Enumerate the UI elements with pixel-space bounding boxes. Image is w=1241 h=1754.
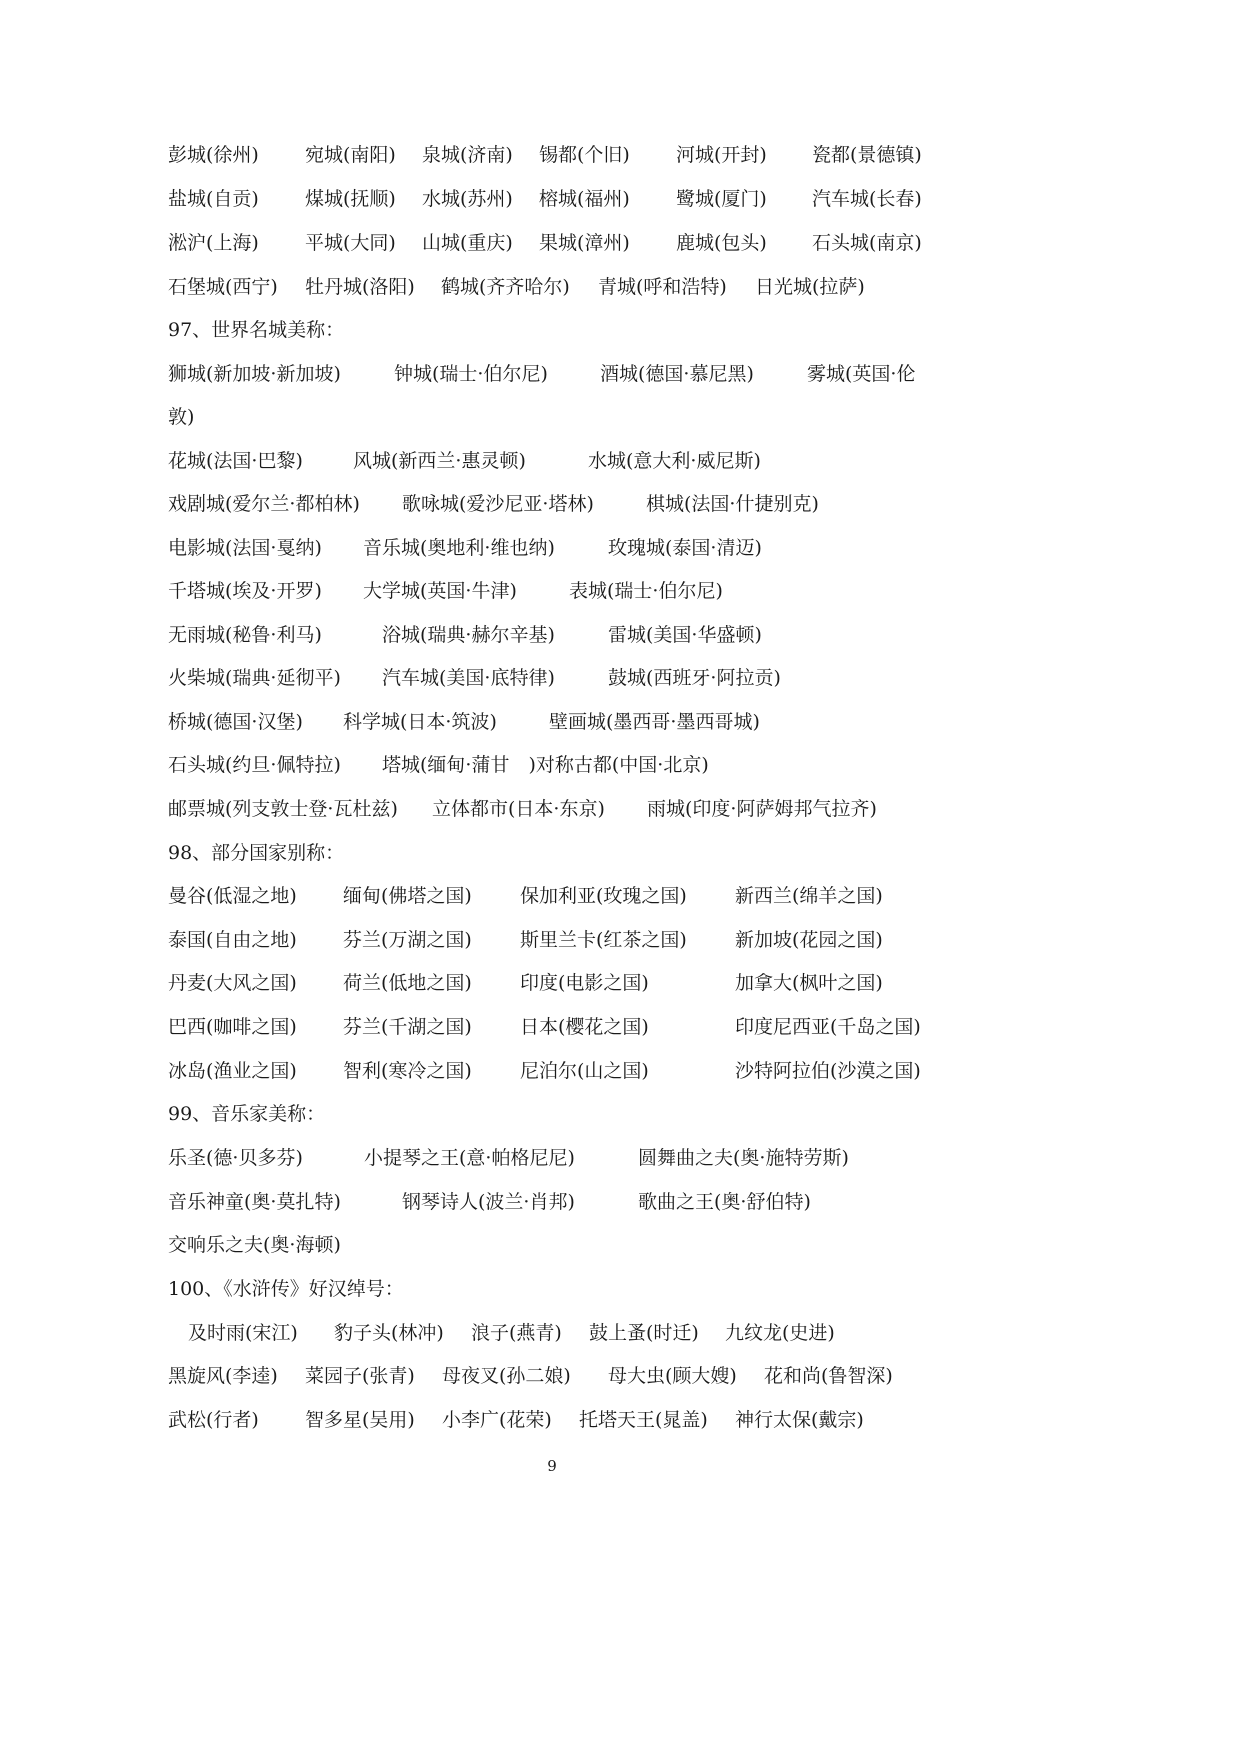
text-item: 鼓城(西班牙·阿拉贡) (608, 667, 781, 689)
text-item: 浪子(燕青) (471, 1322, 562, 1344)
text-item: 火柴城(瑞典·延彻平) (168, 667, 341, 689)
text-item: 智多星(吴用) (305, 1409, 415, 1431)
text-item: 花城(法国·巴黎) (168, 450, 303, 472)
text-item: 泰国(自由之地) (168, 929, 297, 951)
text-item: 小提琴之王(意·帕格尼尼) (364, 1147, 575, 1169)
text-item: 印度(电影之国) (520, 972, 649, 994)
text-item: 圆舞曲之夫(奥·施特劳斯) (638, 1147, 849, 1169)
text-item: 鹤城(齐齐哈尔) (441, 276, 570, 298)
text-item: 电影城(法国·戛纳) (168, 537, 322, 559)
text-item: 立体都市(日本·东京) (432, 798, 605, 820)
text-item: 菜园子(张青) (305, 1365, 415, 1387)
text-item: 武松(行者) (168, 1409, 259, 1431)
text-item: 牡丹城(洛阳) (305, 276, 415, 298)
text-item: 鼓上蚤(时迁) (589, 1322, 699, 1344)
text-item: 雾城(英国·伦 (807, 363, 916, 385)
text-item: 乐圣(德·贝多芬) (168, 1147, 303, 1169)
text-item: 芬兰(万湖之国) (343, 929, 472, 951)
text-item: 山城(重庆) (422, 232, 513, 254)
text-item: 鹭城(厦门) (676, 188, 767, 210)
text-item: 印度尼西亚(千岛之国) (735, 1016, 921, 1038)
text-item: 神行太保(戴宗) (735, 1409, 864, 1431)
text-item: 平城(大同) (305, 232, 396, 254)
text-item: 戏剧城(爱尔兰·都柏林) (168, 493, 360, 515)
text-item: 曼谷(低湿之地) (168, 885, 297, 907)
text-item: 雷城(美国·华盛顿) (608, 624, 762, 646)
text-item: 浴城(瑞典·赫尔辛基) (382, 624, 555, 646)
text-item: 小李广(花荣) (442, 1409, 552, 1431)
text-item: 及时雨(宋江) (188, 1322, 298, 1344)
text-item: 日光城(拉萨) (755, 276, 865, 298)
text-item: 邮票城(列支敦士登·瓦杜兹) (168, 798, 398, 820)
text-item: 锡都(个旧) (539, 144, 630, 166)
text-item: 表城(瑞士·伯尔尼) (569, 580, 723, 602)
text-item: 雨城(印度·阿萨姆邦气拉齐) (647, 798, 877, 820)
text-item: 沙特阿拉伯(沙漠之国) (735, 1060, 921, 1082)
text-item: 98、部分国家别称： (168, 842, 345, 864)
text-item: 交响乐之夫(奥·海顿) (168, 1234, 341, 1256)
text-item: 大学城(英国·牛津) (363, 580, 517, 602)
text-item: 河城(开封) (676, 144, 767, 166)
text-item: 音乐神童(奥·莫扎特) (168, 1191, 341, 1213)
text-item: 巴西(咖啡之国) (168, 1016, 297, 1038)
text-item: 保加利亚(玫瑰之国) (520, 885, 687, 907)
text-item: 泉城(济南) (422, 144, 513, 166)
text-item: 尼泊尔(山之国) (520, 1060, 649, 1082)
text-item: 黑旋风(李逵) (168, 1365, 278, 1387)
text-item: 石头城(南京) (812, 232, 922, 254)
text-item: 千塔城(埃及·开罗) (168, 580, 322, 602)
text-item: 煤城(抚顺) (305, 188, 396, 210)
text-item: 钟城(瑞士·伯尔尼) (394, 363, 548, 385)
text-item: 芬兰(千湖之国) (343, 1016, 472, 1038)
text-item: 冰岛(渔业之国) (168, 1060, 297, 1082)
text-item: 花和尚(鲁智深) (764, 1365, 893, 1387)
text-item: 缅甸(佛塔之国) (343, 885, 472, 907)
text-item: 汽车城(美国·底特律) (382, 667, 555, 689)
text-item: 塔城(缅甸·蒲甘 )对称古都(中国·北京) (382, 754, 709, 776)
text-item: 石头城(约旦·佩特拉) (168, 754, 341, 776)
text-item: 玫瑰城(泰国·清迈) (608, 537, 762, 559)
text-item: 日本(樱花之国) (520, 1016, 649, 1038)
page-number: 9 (547, 1457, 557, 1475)
text-item: 科学城(日本·筑波) (343, 711, 497, 733)
text-item: 母夜叉(孙二娘) (442, 1365, 571, 1387)
text-item: 榕城(福州) (539, 188, 630, 210)
text-item: 壁画城(墨西哥·墨西哥城) (549, 711, 760, 733)
text-item: 彭城(徐州) (168, 144, 259, 166)
text-item: 音乐城(奥地利·维也纳) (363, 537, 555, 559)
text-item: 盐城(自贡) (168, 188, 259, 210)
text-item: 风城(新西兰·惠灵顿) (353, 450, 526, 472)
text-item: 果城(漳州) (539, 232, 630, 254)
text-item: 托塔天王(晁盖) (579, 1409, 708, 1431)
text-item: 狮城(新加坡·新加坡) (168, 363, 341, 385)
text-item: 瓷都(景德镇) (812, 144, 922, 166)
text-item: 母大虫(顾大嫂) (608, 1365, 737, 1387)
text-item: 淞沪(上海) (168, 232, 259, 254)
text-item: 豹子头(林冲) (334, 1322, 444, 1344)
text-item: 新西兰(绵羊之国) (735, 885, 883, 907)
text-item: 汽车城(长春) (812, 188, 922, 210)
text-item: 鹿城(包头) (676, 232, 767, 254)
text-item: 石堡城(西宁) (168, 276, 278, 298)
text-item: 敦) (168, 406, 195, 428)
text-item: 钢琴诗人(波兰·肖邦) (402, 1191, 575, 1213)
text-item: 丹麦(大风之国) (168, 972, 297, 994)
text-item: 九纹龙(史进) (725, 1322, 835, 1344)
text-item: 智利(寒冷之国) (343, 1060, 472, 1082)
text-item: 宛城(南阳) (305, 144, 396, 166)
text-item: 歌咏城(爱沙尼亚·塔林) (402, 493, 594, 515)
text-item: 水城(苏州) (422, 188, 513, 210)
text-item: 酒城(德国·慕尼黑) (600, 363, 754, 385)
text-item: 棋城(法国·什捷别克) (646, 493, 819, 515)
text-item: 荷兰(低地之国) (343, 972, 472, 994)
text-item: 97、世界名城美称： (168, 319, 345, 341)
text-item: 桥城(德国·汉堡) (168, 711, 303, 733)
text-item: 99、音乐家美称： (168, 1103, 326, 1125)
text-item: 100、《水浒传》好汉绰号： (168, 1278, 404, 1300)
text-item: 歌曲之王(奥·舒伯特) (638, 1191, 811, 1213)
text-item: 加拿大(枫叶之国) (735, 972, 883, 994)
text-item: 新加坡(花园之国) (735, 929, 883, 951)
text-item: 青城(呼和浩特) (598, 276, 727, 298)
text-item: 无雨城(秘鲁·利马) (168, 624, 322, 646)
text-item: 斯里兰卡(红茶之国) (520, 929, 687, 951)
text-item: 水城(意大利·威尼斯) (588, 450, 761, 472)
